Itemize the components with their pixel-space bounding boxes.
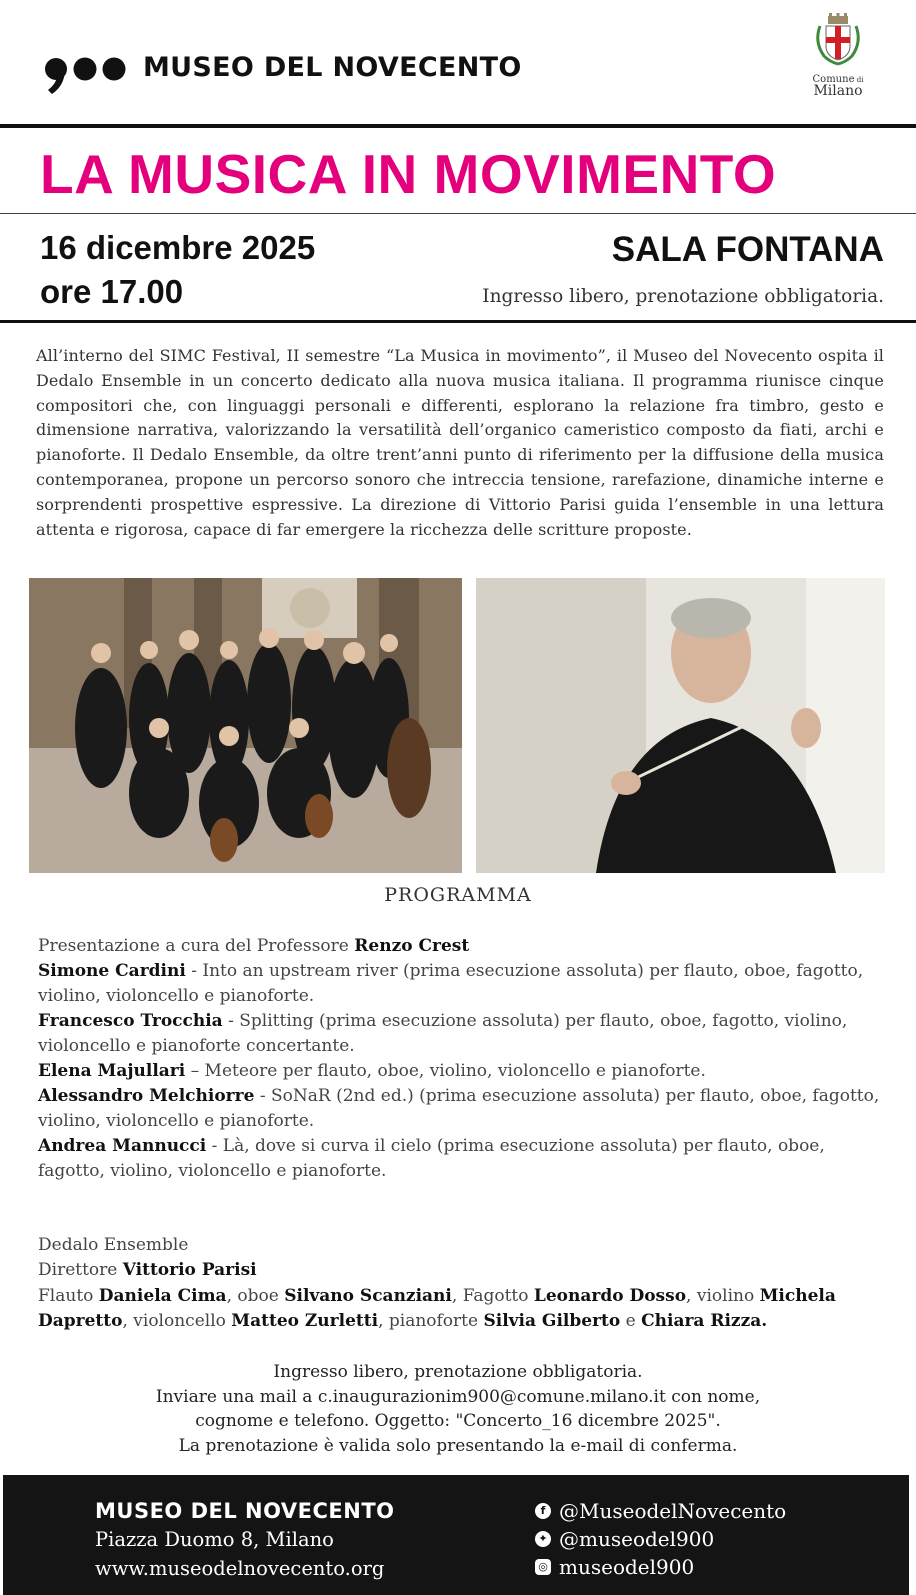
director-name: Vittorio Parisi: [122, 1260, 257, 1281]
comune-di-milano-logo: [808, 12, 868, 98]
brand-title: MUSEO DEL NOVECENTO: [143, 52, 522, 83]
entry-note: Ingresso libero, prenotazione obbligatoria.: [482, 286, 884, 307]
event-time: ore 17.00: [40, 273, 184, 310]
museo-900-logo: [42, 56, 128, 96]
event-venue: SALA FONTANA: [611, 230, 884, 269]
footer: [3, 1475, 909, 1595]
list-item: Simone Cardini - Into an upstream river (prima esecuzione assoluta) per flauto, oboe, fagotto, violino, violoncello e pianoforte.: [38, 961, 864, 1006]
director-photo-illustration: [476, 578, 885, 873]
musicians-line: Flauto Daniela Cima, oboe Silvano Scanziani, Fagotto Leonardo Dosso, violino Michela Dapretto, violoncello Matteo Zurletti, pianoforte Silvia Gilberto e Chiara Rizza.: [38, 1285, 836, 1331]
event-datetime: [40, 226, 315, 314]
footer-museum-name: MUSEO DEL NOVECENTO: [95, 1499, 395, 1523]
instagram-icon: ◎: [535, 1559, 551, 1575]
milano-crest-icon: [810, 12, 866, 74]
instagram-link[interactable]: ◎ museodel900: [535, 1555, 694, 1579]
list-item: Francesco Trocchia - Splitting (prima esecuzione assoluta) per flauto, oboe, fagotto, violino, violoncello e pianoforte concertante.: [38, 1011, 848, 1056]
info-divider: [0, 320, 916, 323]
twitter-icon: ✦: [535, 1531, 551, 1547]
facebook-icon: f: [535, 1503, 551, 1519]
ensemble-photo: [29, 578, 462, 873]
header-divider: [0, 124, 916, 128]
event-date: 16 dicembre 2025: [40, 229, 316, 266]
booking-line: cognome e telefono. Oggetto: "Concerto_16 dicembre 2025".: [195, 1411, 721, 1431]
booking-line: La prenotazione è valida solo presentando la e-mail di conferma.: [178, 1435, 738, 1456]
ensemble-name: Dedalo Ensemble: [38, 1235, 189, 1255]
director-photo: [476, 578, 885, 873]
list-item: Alessandro Melchiorre - SoNaR (2nd ed.) (prima esecuzione assoluta) per flauto, oboe, fagotto, violino, violoncello e pianoforte.: [38, 1086, 880, 1131]
presenter-name: Renzo Crest: [354, 936, 470, 956]
twitter-link[interactable]: ✦ @museodel900: [535, 1527, 714, 1551]
event-title: LA MUSICA IN MOVIMENTO: [40, 143, 777, 205]
programma-list: [38, 934, 884, 1184]
comune-label: Comune di Milano: [812, 74, 864, 99]
presentation-line: Presentazione a cura del Professore Renzo Crest: [38, 936, 470, 956]
booking-line: Ingresso libero, prenotazione obbligatoria.: [273, 1362, 643, 1382]
booking-line: Inviare una mail a c.inaugurazionim900@comune.milano.it con nome,: [155, 1386, 761, 1407]
footer-website-link[interactable]: www.museodelnovecento.org: [95, 1557, 385, 1580]
footer-address: Piazza Duomo 8, Milano: [95, 1528, 334, 1551]
list-item: Elena Majullari – Meteore per flauto, oboe, violino, violoncello e pianoforte.: [38, 1061, 706, 1081]
header: [0, 0, 916, 124]
intro-paragraph: All’interno del SIMC Festival, II semestre “La Musica in movimento”, il Museo del Novecento ospita il Dedalo Ensemble in un concerto dedicato alla nuova musica italiana. Il programma riunisce cinque compositori che, con linguaggi personali e differenti, esplorano la relazione fra timbro, gesto e dimensione narrativa, valorizzando la versatilità dell’organico cameristico composto da fiati, archi e pianoforte. Il Dedalo Ensemble, da oltre trent’anni punto di riferimento per la diffusione della musica contemporanea, propone un percorso sonoro che intreccia tensione, rarefazione, dinamiche interne e sorprendenti prospettive espressive. La direzione di Vittorio Parisi guida l’ensemble in una lettura attenta e rigorosa, capace di far emergere la ricchezza delle scritture proposte.: [36, 346, 884, 539]
title-divider: [0, 213, 916, 214]
ensemble-credits: [38, 1233, 884, 1334]
director-line: Direttore Vittorio Parisi: [38, 1260, 257, 1281]
list-item: Andrea Mannucci - Là, dove si curva il cielo (prima esecuzione assoluta) per flauto, oboe, fagotto, violino, violoncello e pianoforte.: [38, 1136, 825, 1181]
programma-heading: PROGRAMMA: [384, 884, 532, 906]
ensemble-photo-illustration: [29, 578, 462, 873]
facebook-link[interactable]: f @MuseodelNovecento: [535, 1499, 786, 1523]
booking-info: [0, 1360, 916, 1458]
